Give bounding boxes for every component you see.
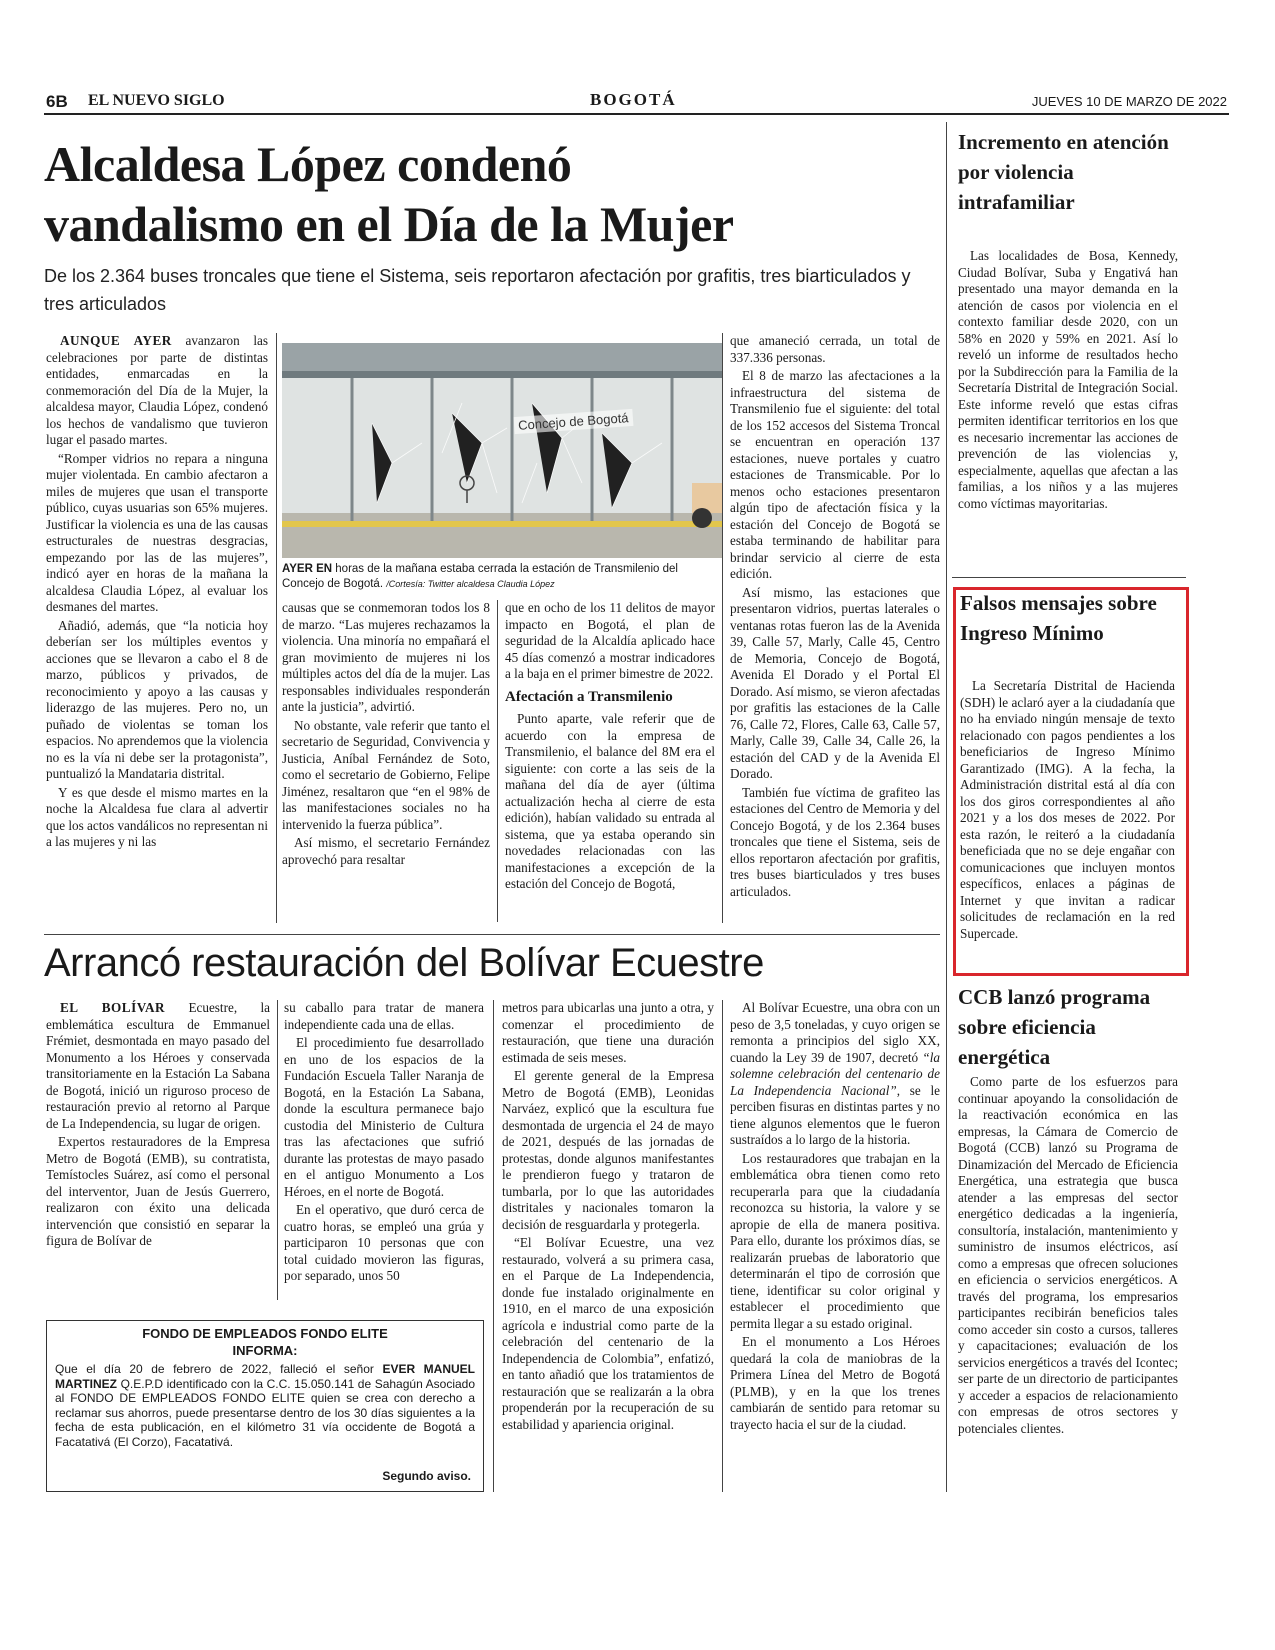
second-col-2	[284, 1000, 484, 1300]
notice-title-2: INFORMA:	[232, 1342, 298, 1358]
second-col3-p1: metros para ubicarlas una junto a otra, y comenzar el procedimiento de restauración, que tiene una duración estimada de seis meses.	[502, 1000, 714, 1065]
sidebar-story3-title: CCB lanzó programa sobre eficiencia energética	[958, 985, 1151, 1069]
column-rule	[276, 333, 277, 923]
main-lead-in: AUNQUE AYER	[60, 333, 172, 348]
section-name: BOGOTÁ	[590, 90, 677, 109]
main-col4-p2: El 8 de marzo las afectaciones a la infraestructura del sistema de Transmilenio fue el siguiente: del total de los 152 accesos del Sistema Troncal se encuentran en operación 137 estaciones, nueve portales y cuatro estaciones de Transmicable. Por lo menos ocho estaciones presentaron algún tipo de afectación física y la estación del Concejo de Bogotá se estaba terminando de habilitar para brindar servicio al cierre de esta edición.	[730, 368, 940, 581]
main-col-1	[46, 333, 268, 925]
main-col4-p1: que amaneció cerrada, un total de 337.336 personas.	[730, 333, 940, 365]
column-rule	[722, 1000, 723, 1492]
sidebar-story2-title: Falsos mensajes sobre Ingreso Mínimo	[960, 591, 1157, 645]
caption-credit: /Cortesía: Twitter alcaldesa Claudia López	[386, 579, 555, 589]
notice-body-b: Q.E.P.D identificado con la C.C. 15.050.141 de Sahagún Asociado al FONDO DE EMPLEADOS FONDO ELITE quien se crea con derecho a reclamar sus ahorros, puede presentarse dentro de los 30 días siguientes a la fecha de esta publicación, en el kilómetro 31 vía occidente de Bogotá a Facatativá (El Corzo), Facatativá.	[55, 1376, 475, 1449]
main-col3-p2: Punto aparte, vale referir que de acuerdo con la empresa de Transmilenio, el balance del 8M era el siguiente: con corte a las seis de la mañana del día de ayer (última actualización hecha al cierre de esta edición), habían validado su entrada al sistema, que ya estaba operando sin novedades relacionadas con las manifestaciones a excepción de la estación del Concejo de Bogotá,	[505, 711, 715, 891]
main-headline-line2: vandalismo en el Día de la Mujer	[44, 196, 734, 252]
main-col3-p1: que en ocho de los 11 delitos de mayor impacto en Bogotá, el plan de seguridad de la Alcaldía aplicado hace 45 días comenzó a mostrar indicadores a la baja en el primer bimestre de 2022.	[505, 600, 715, 681]
newspaper-name: EL NUEVO SIGLO	[88, 92, 225, 109]
second-headline: Arrancó restauración del Bolívar Ecuestre	[44, 941, 764, 985]
main-col1-p1: avanzaron las celebraciones por parte de distintas entidades, enmarcadas en la conmemoración del Día de la Mujer, la alcaldesa mayor, Claudia López, condenó los hechos de vandalismo que tuvieron lugar el pasado martes.	[46, 333, 268, 447]
second-col4-p3: En el monumento a Los Héroes quedará la cola de maniobras de la Primera Línea del Metro de Bogotá (PLMB), y en la que los trenes cambiarán de sentido para retomar su trayecto hacia el sur de la ciudad.	[730, 1334, 940, 1432]
caption-lead: AYER EN	[282, 563, 333, 575]
second-col2-p2: El procedimiento fue desarrollado en uno de los espacios de la Fundación Escuela Taller Naranja de Bogotá, en la Estación La Sabana, donde la escultura permanece bajo custodia del Ministerio de Cultura tras las afectaciones que sufrió durante las protestas de mayo pasado en el antiguo Monumento a Los Héroes, en el norte de Bogotá.	[284, 1035, 484, 1199]
sidebar-story1-title: Incremento en atención por violencia intrafamiliar	[958, 130, 1169, 214]
main-col-2	[282, 600, 490, 924]
main-col4-p3: Así mismo, las estaciones que presentaron vidrios, puertas laterales o ventanas rotas fueron las de la Avenida 39, Calle 57, Marly, Calle 45, Centro de Memoria, Concejo de Bogotá, Avenida El Dorado y el Portal El Dorado. Así mismo, se vieron afectadas por grafitis las estaciones de la Calle 76, Calle 72, Flores, Calle 63, Calle 57, Marly, Calle 39, Calle 34, Calle 26, la estación del CAD y de la Avenida El Dorado.	[730, 584, 940, 781]
caption-text: horas de la mañana estaba cerrada la estación de Transmilenio del Concejo de Bogotá.	[282, 563, 678, 590]
column-rule	[722, 333, 723, 923]
sidebar-story1-text: Las localidades de Bosa, Kennedy, Ciudad Bolívar, Suba y Engativá han presentado una mayor demanda en la atención de casos por violencia en el contexto familiar desde 2020, con un 58% en 2020 y 59% en 2021. Así lo reveló un informe de resultados hecho por la Subdirección para la Familia de la Secretaría Distrital de Integración Social. Este informe reveló que estas cifras permiten identificar territorios en los que es necesario incrementar las acciones de prevención de las violencias y, especialmente, aquellas que afectan a las familias, a los niños y a las mujeres como víctimas mayoritarias.	[958, 248, 1178, 511]
transmilenio-subhead: Afectación a Transmilenio	[505, 688, 673, 705]
header-rule	[44, 113, 1229, 115]
second-col1-p2: Expertos restauradores de la Empresa Metro de Bogotá (EMB), su contratista, Temístocles Suárez, así como el personal del interventor, Juan de Jesús Guerrero, realizaron con éxito una delicada intervención que consistió en separar la figura de Bolívar de	[46, 1134, 270, 1248]
second-col4-p2: Los restauradores que trabajan en la emblemática obra tienen como reto recuperarla para que la ciudadanía reconozca su historia, la valore y se apropie de ella de manera positiva. Para ello, durante los próximos días, se realizarán pruebas de laboratorio que determinarán el tipo de corrosión que tiene, identificar su color original y establecer el procedimiento que permita llegar a su estado original.	[730, 1150, 940, 1331]
sidebar-story3-text: Como parte de los esfuerzos para continuar apoyando la consolidación de la reactivación económica en las empresas, la Cámara de Comercio de Bogotá (CCB) lanzó su Programa de Dinamización del Mercado de Eficiencia Energética, una estrategia que busca atender a las empresas del sector energético dedicadas a la ingeniería, consultoría, instalación, mantenimiento y suministro de insumos eléctricos, así como a empresas que ofrecen soluciones en eficiencia o servicios energéticos. A través del programa, los empresarios participantes recibirán beneficios tales como acceder sin costo a cursos, talleres y capacitaciones; evaluación de los servicios energéticos a través del Icontec; ser parte de un directorio de participantes y acceder a espacios de relacionamiento con empresas de otros sectores y potenciales clientes.	[958, 1074, 1178, 1436]
column-rule	[497, 600, 498, 922]
sidebar-story2-body	[960, 678, 1175, 962]
sidebar-rule	[946, 122, 947, 1492]
photo-caption	[282, 562, 722, 592]
second-col4-quote: “la solemne celebración del centenario de La Independencia Nacional”	[730, 1049, 940, 1098]
second-col2-p1: su caballo para tratar de manera independiente cada una de ellas.	[284, 1000, 484, 1032]
second-col-3	[502, 1000, 714, 1492]
issue-date: JUEVES 10 DE MARZO DE 2022	[1031, 94, 1227, 109]
article-separator	[44, 934, 940, 935]
main-col-3	[505, 600, 715, 924]
second-col-4	[730, 1000, 940, 1492]
main-headline-line1: Alcaldesa López condenó	[44, 136, 572, 192]
transmilenio-station-photo	[282, 343, 722, 558]
photo-station-sign: Concejo de Bogotá	[514, 409, 633, 434]
main-dek: De los 2.364 buses troncales que tiene el Sistema, seis reportaron afectación por grafitis, tres biarticulados y tres articulados	[44, 266, 911, 314]
second-col3-p2: El gerente general de la Empresa Metro de Bogotá (EMB), Leonidas Narváez, explicó que la escultura fue desmontada de urgencia el 24 de mayo de 2021, después de las jornadas de protestas, donde algunos manifestantes le prendieron fuego y trataron de tumbarla, por lo que las autoridades distritales y nacionales tomaron la decisión de resguardarla y protegerla.	[502, 1068, 714, 1232]
main-col1-p2: “Romper vidrios no repara a ninguna mujer violentada. En cambio afectaron a miles de mujeres que usan el transporte público, cuyas usuarias son 65% mujeres. Justificar la violencia es una de las causas estructurales de nuestras desgracias, empezando por las de las mujeres”, indicó ayer en horas de la mañana la alcaldesa Claudia López, al evaluar los desmanes del martes.	[46, 450, 268, 614]
main-col1-p4: Y es que desde el mismo martes en la noche la Alcaldesa fue clara al advertir que los actos vandálicos no representan ni a las mujeres y ni las	[46, 784, 268, 849]
obituary-notice-box	[46, 1320, 484, 1492]
column-rule	[493, 1000, 494, 1492]
second-col-1	[46, 1000, 270, 1300]
second-lead-in: EL BOLÍVAR	[60, 1000, 166, 1015]
second-col2-p3: En el operativo, que duró cerca de cuatro horas, se empleó una grúa y participaron 10 personas que con total cuidado movieron las figuras, por separado, unos 50	[284, 1202, 484, 1283]
second-col4-p1a: Al Bolívar Ecuestre, una obra con un peso de 3,5 toneladas, y cuyo origen se remonta a principios del siglo XX, cuando la Ley 39 de 1907, decretó	[730, 1000, 940, 1065]
second-col3-p3: “El Bolívar Ecuestre, una vez restaurado, volverá a su primera casa, en el Parque de La Independencia, donde fue instalado originalmente en 1910, en el marco de una exposición agrícola e industrial como parte de la celebración del centenario de la Independencia de Colombia”, enfatizó, en tanto añadió que los tratamientos de restauración que se realizarán a la obra propenderán por la recuperación de su estabilidad y apariencia original.	[502, 1235, 714, 1432]
station-photo-illustration	[282, 343, 722, 558]
notice-body-a: Que el día 20 de febrero de 2022, falleció el señor	[55, 1362, 374, 1376]
notice-body	[47, 1358, 483, 1449]
main-col4-p4: También fue víctima de grafiteo las estaciones del Centro de Memoria y del Concejo Bogotá, y de los 2.364 buses troncales que tiene el Sistema, seis de ellos reportaron afectación por grafitis, tres buses biarticulados y tres buses articulados.	[730, 784, 940, 899]
page-number: 6B	[46, 92, 68, 111]
sidebar-story1-body	[958, 248, 1178, 570]
sidebar-story3-body	[958, 1074, 1178, 1494]
notice-footer: Segundo aviso.	[382, 1468, 471, 1483]
second-col4-p1b: , se le perciben fisuras en distintas partes y no tiene algunos elementos que le fueron sustraídos a lo largo de la historia.	[730, 1082, 940, 1147]
notice-name: EVER MANUEL MARTINEZ	[55, 1362, 475, 1391]
second-col1-p1: Ecuestre, la emblemática escultura de Emmanuel Frémiet, desmontada en mayo pasado del Monumento a los Héroes y conservada transitoriamente en la Estación La Sabana de Bogotá, inició un riguroso proceso de restauración previo al retorno al Parque de La Independencia, su lugar de origen.	[46, 1000, 270, 1131]
main-col1-p3: Añadió, además, que “la noticia hoy deberían ser los múltiples eventos y acciones que se llevaron a cabo el 8 de marzo, públicos y privados, de reconocimiento y apoyo a las causas y liderazgo de las mujeres. Pero no, un puñado de violentas se toman los espacios. No aprendemos que la violencia no es la vía ni debe ser la protagonista”, puntualizó la Mandataria distrital.	[46, 617, 268, 781]
main-col2-p2: No obstante, vale referir que tanto el secretario de Seguridad, Convivencia y Justicia, Aníbal Fernández de Soto, como el secretario de Gobierno, Felipe Jiménez, resaltaron que “en el 98% de las manifestaciones sociales no ha intervenido la fuerza pública”.	[282, 717, 490, 832]
column-rule	[277, 1000, 278, 1300]
main-col-4	[730, 333, 940, 925]
main-col2-p3: Así mismo, el secretario Fernández aprovechó para resaltar	[282, 835, 490, 867]
sidebar-story2-text: La Secretaría Distrital de Hacienda (SDH) le aclaró ayer a la ciudadanía que no ha enviado ningún mensaje de texto relacionado con pagos pendientes a los beneficiarios de Ingreso Mínimo Garantizado (IMG). A la fecha, la Administración distrital está al día con los dos giros correspondientes al año 2021 y a los dos meses de 2022. Por esta razón, le reiteró a la ciudadanía beneficiada que no se deje engañar con comunicaciones que incluyen montos específicos, enlaces a páginas de Internet y que invitan a radicar solicitudes de reclamación en la red Supercade.	[960, 678, 1175, 941]
notice-title-1: FONDO DE EMPLEADOS FONDO ELITE	[142, 1326, 388, 1341]
main-col2-p1: causas que se conmemoran todos los 8 de marzo. “Las mujeres rechazamos la violencia. Una minoría no empañará el gran movimiento de mujeres ni los múltiples actos del día de la mujer. Las responsables individuales responderán ante la justicia”, advirtió.	[282, 600, 490, 714]
sidebar-divider	[952, 577, 1186, 578]
